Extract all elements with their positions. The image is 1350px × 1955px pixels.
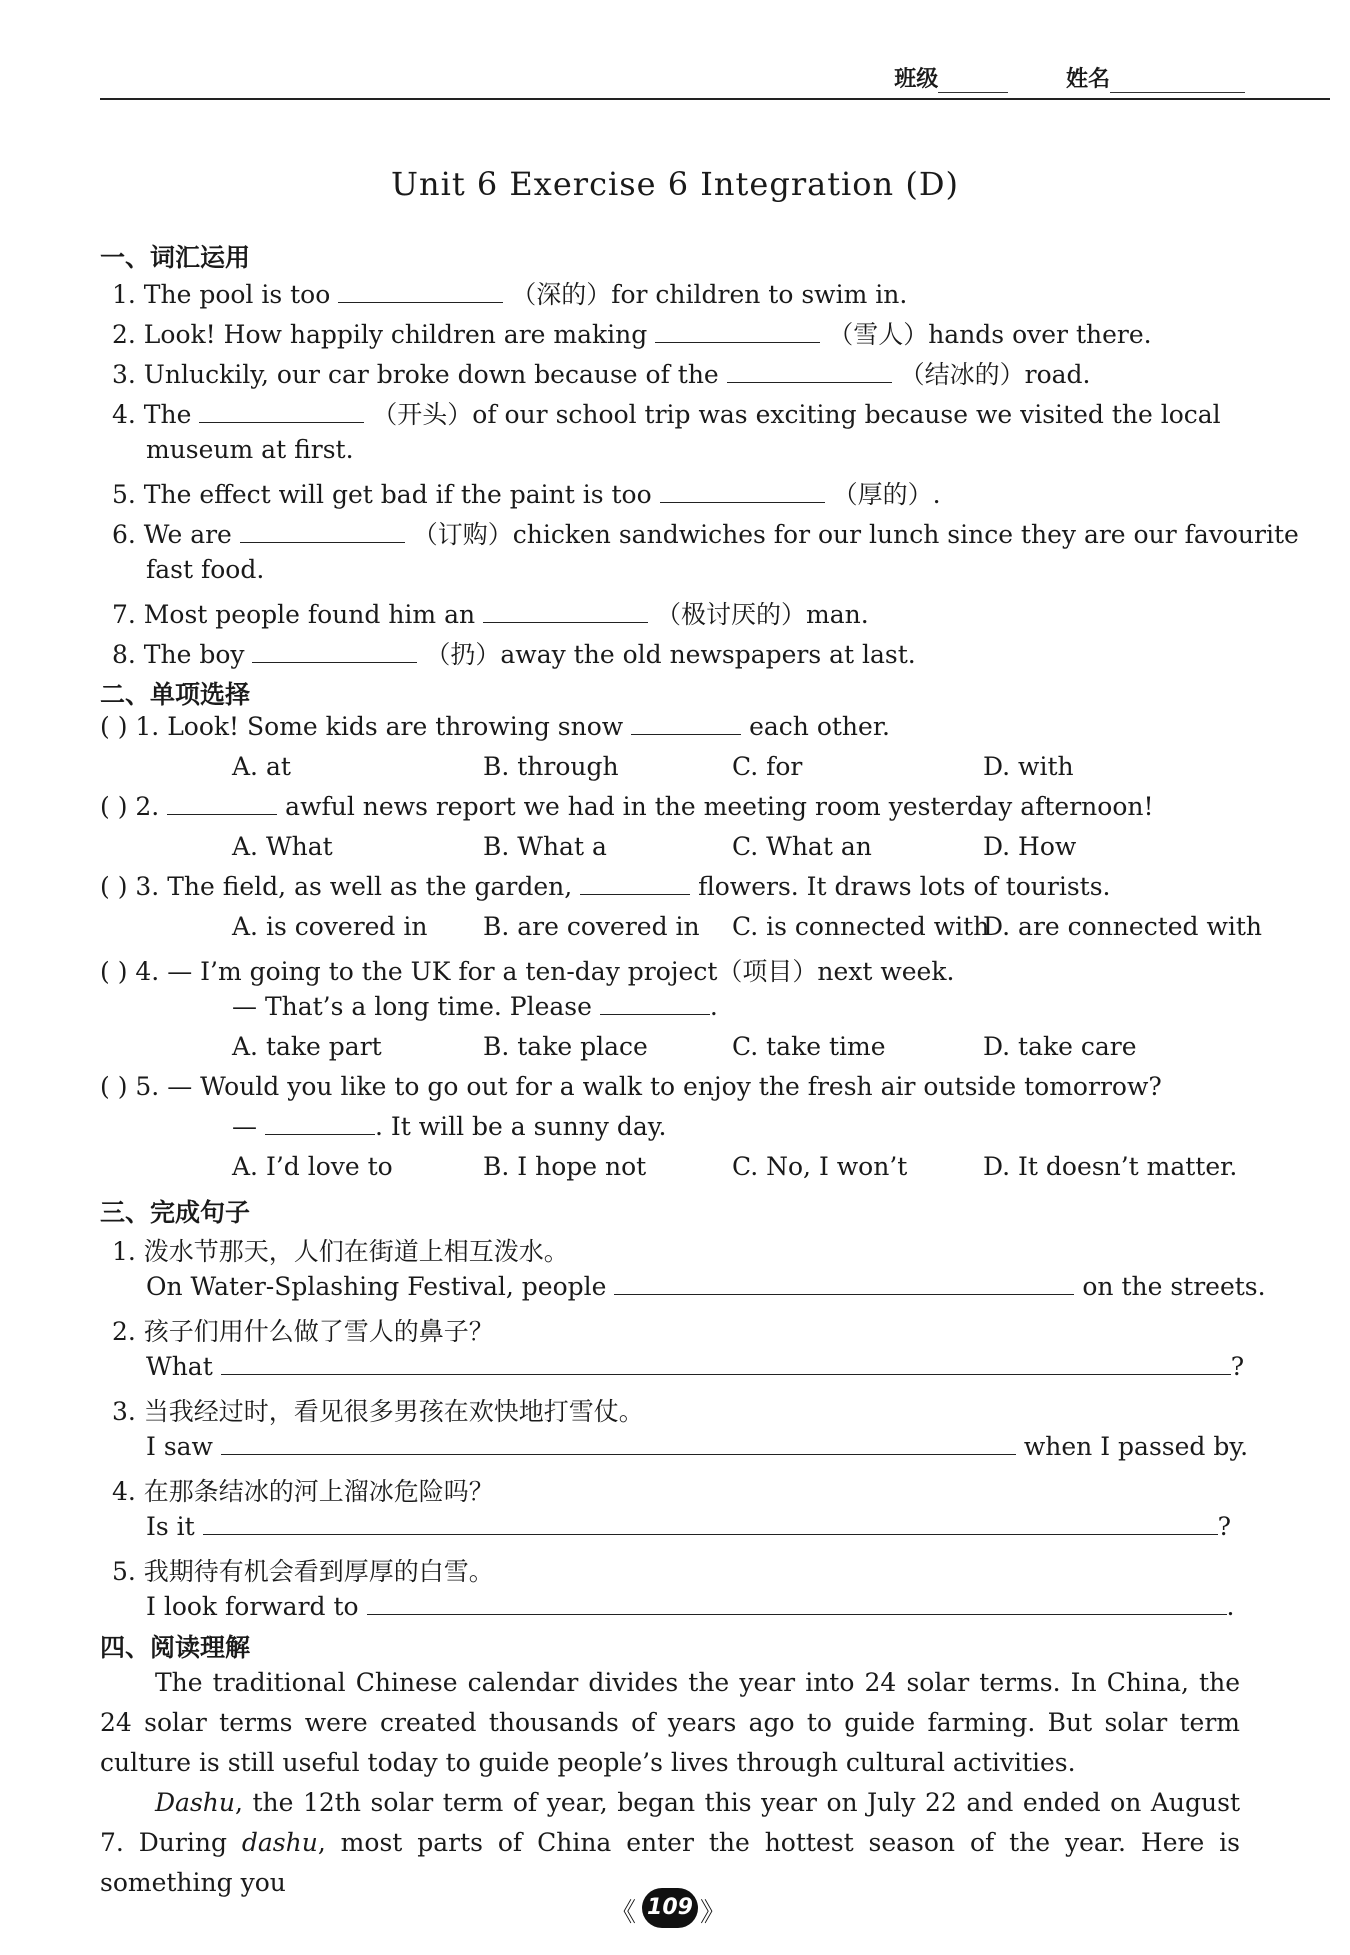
- chevron-left-icon: 《: [610, 1898, 637, 1928]
- vocab-item-4: [112, 395, 1221, 431]
- sentence-start: On Water-Splashing Festival, people: [146, 1272, 607, 1301]
- answer-blank[interactable]: [655, 322, 820, 343]
- option-b[interactable]: B. What a: [483, 832, 607, 861]
- option-c[interactable]: C. take time: [732, 1032, 886, 1061]
- option-a[interactable]: A. take part: [232, 1032, 382, 1061]
- item-hint: （订购）chicken sandwiches for our lunch since they are our favourite: [412, 520, 1299, 549]
- sentence-start: I look forward to: [146, 1592, 359, 1621]
- vocab-item-6: [112, 515, 1299, 551]
- chevron-right-icon: 》: [700, 1898, 727, 1928]
- name-field[interactable]: [1110, 68, 1245, 93]
- item-hint: （扔）away the old newspapers at last.: [425, 640, 916, 669]
- paragraph-text-2: , most parts of China enter the hottest season of the year. Here is something you: [100, 1828, 1240, 1897]
- answer-blank[interactable]: [265, 1114, 375, 1135]
- page-title: Unit 6 Exercise 6 Integration (D): [391, 165, 959, 203]
- class-label: 班级: [894, 67, 939, 92]
- item-hint: （结冰的）road.: [899, 360, 1091, 389]
- option-c[interactable]: C. for: [732, 752, 803, 781]
- item-hint: （厚的）.: [832, 480, 941, 509]
- class-field[interactable]: [938, 68, 1008, 93]
- translate-cn-5: 5. 我期待有机会看到厚厚的白雪。: [112, 1557, 494, 1586]
- question-text: ( ) 3. The field, as well as the garden,: [100, 872, 573, 901]
- header-rule: [100, 98, 1330, 100]
- option-c[interactable]: C. No, I won’t: [732, 1152, 908, 1181]
- sentence-start: Is it: [146, 1512, 195, 1541]
- sentence-end: ?: [1230, 1352, 1245, 1381]
- translate-cn-3: 3. 当我经过时，看见很多男孩在欢快地打雪仗。: [112, 1397, 644, 1426]
- item-text: 8. The boy: [112, 640, 245, 669]
- answer-blank[interactable]: [727, 362, 892, 383]
- section1-heading: 一、词汇运用: [100, 243, 251, 272]
- term-dashu: Dashu: [155, 1788, 235, 1817]
- translate-en-3: [146, 1432, 1248, 1461]
- option-b[interactable]: B. through: [483, 752, 619, 781]
- option-d[interactable]: D. It doesn’t matter.: [983, 1152, 1238, 1181]
- item-text: 4. The: [112, 400, 192, 429]
- translate-cn-1: 1. 泼水节那天，人们在街道上相互泼水。: [112, 1237, 569, 1266]
- item-text: 6. We are: [112, 520, 232, 549]
- option-a[interactable]: A. I’d love to: [232, 1152, 393, 1181]
- option-d[interactable]: D. are connected with: [983, 912, 1263, 941]
- term-dashu-2: dashu: [241, 1828, 318, 1857]
- question-text-post: awful news report we had in the meeting room yesterday afternoon!: [285, 792, 1154, 821]
- answer-blank[interactable]: [221, 1354, 1231, 1375]
- section2-heading: 二、单项选择: [100, 680, 251, 709]
- item-hint: （开头）of our school trip was exciting because we visited the local: [372, 400, 1221, 429]
- page-number: [610, 1888, 730, 1928]
- sentence-start: What: [146, 1352, 213, 1381]
- name-label: 姓名: [1065, 67, 1110, 92]
- reading-paragraph-1: The traditional Chinese calendar divides the year into 24 solar terms. In China, the 24 solar terms were created thousands of years ago to guide farming. But solar term culture is still useful today to guide people’s lives through cultural activities.: [100, 1668, 1240, 1777]
- vocab-item-3: [112, 355, 1091, 391]
- question-text: ( ) 1. Look! Some kids are throwing snow: [100, 712, 624, 741]
- answer-blank[interactable]: [483, 602, 648, 623]
- mc-question-5-line2: [232, 1112, 667, 1141]
- item-text: 5. The effect will get bad if the paint is too: [112, 480, 652, 509]
- option-a[interactable]: A. What: [232, 832, 333, 861]
- answer-blank[interactable]: [203, 1514, 1218, 1535]
- question-text-post: .: [709, 992, 718, 1021]
- sentence-end: when I passed by.: [1023, 1432, 1249, 1461]
- header-fields: [894, 62, 1245, 93]
- translate-cn-2: 2. 孩子们用什么做了雪人的鼻子？: [112, 1317, 494, 1346]
- item-text: 3. Unluckily, our car broke down because of the: [112, 360, 719, 389]
- page-number-badge: 109: [642, 1888, 698, 1928]
- option-d[interactable]: D. with: [983, 752, 1074, 781]
- question-text-post: flowers. It draws lots of tourists.: [698, 872, 1111, 901]
- item-text: 7. Most people found him an: [112, 600, 476, 629]
- answer-blank[interactable]: [167, 794, 277, 815]
- translate-en-5: [146, 1592, 1234, 1621]
- vocab-item-1: [112, 275, 907, 311]
- option-d[interactable]: D. How: [983, 832, 1077, 861]
- sentence-end: ?: [1217, 1512, 1232, 1541]
- answer-blank[interactable]: [660, 482, 825, 503]
- mc-question-5: ( ) 5. — Would you like to go out for a walk to enjoy the fresh air outside tomorrow?: [100, 1072, 1162, 1101]
- question-text-post: . It will be a sunny day.: [374, 1112, 667, 1141]
- answer-blank[interactable]: [600, 994, 710, 1015]
- translate-en-2: [146, 1352, 1244, 1381]
- item-text: 2. Look! How happily children are making: [112, 320, 648, 349]
- sentence-start: I saw: [146, 1432, 213, 1461]
- reading-paragraph-2: [100, 1783, 1240, 1903]
- answer-blank[interactable]: [252, 642, 417, 663]
- translate-cn-4: 4. 在那条结冰的河上溜冰危险吗？: [112, 1477, 494, 1506]
- vocab-item-4-cont: museum at first.: [146, 435, 354, 464]
- question-text: ( ) 2.: [100, 792, 160, 821]
- translate-en-4: [146, 1512, 1231, 1541]
- vocab-item-6-cont: fast food.: [146, 555, 265, 584]
- translate-en-1: [146, 1272, 1266, 1301]
- option-c[interactable]: C. What an: [732, 832, 872, 861]
- answer-blank[interactable]: [614, 1274, 1074, 1295]
- vocab-item-2: [112, 315, 1152, 351]
- item-hint: （雪人）hands over there.: [828, 320, 1152, 349]
- sentence-end: .: [1226, 1592, 1235, 1621]
- answer-blank[interactable]: [580, 874, 690, 895]
- option-d[interactable]: D. take care: [983, 1032, 1137, 1061]
- mc-question-3: [100, 872, 1111, 901]
- option-a[interactable]: A. at: [232, 752, 291, 781]
- mc-question-4: ( ) 4. — I’m going to the UK for a ten-day project（项目）next week.: [100, 957, 955, 986]
- item-text: 1. The pool is too: [112, 280, 331, 309]
- option-b[interactable]: B. I hope not: [483, 1152, 647, 1181]
- answer-blank[interactable]: [367, 1594, 1227, 1615]
- sentence-end: on the streets.: [1082, 1272, 1266, 1301]
- mc-question-2: [100, 792, 1154, 821]
- question-text-post: each other.: [749, 712, 890, 741]
- answer-blank[interactable]: [240, 522, 405, 543]
- paragraph-text: , the 12th solar term of year, began this year on July 22 and ended on August 7. During: [100, 1788, 1240, 1857]
- section3-heading: 三、完成句子: [100, 1198, 251, 1227]
- mc-question-1: [100, 712, 890, 741]
- answer-blank[interactable]: [338, 282, 503, 303]
- item-hint: （极讨厌的）man.: [655, 600, 869, 629]
- question-text: —: [232, 1112, 257, 1141]
- vocab-item-5: [112, 475, 941, 511]
- answer-blank[interactable]: [199, 402, 364, 423]
- vocab-item-8: [112, 635, 916, 671]
- section4-heading: 四、阅读理解: [100, 1633, 251, 1662]
- question-text: — That’s a long time. Please: [232, 992, 592, 1021]
- option-c[interactable]: C. is connected with: [732, 912, 990, 941]
- mc-question-4-line2: [232, 992, 718, 1021]
- option-b[interactable]: B. are covered in: [483, 912, 700, 941]
- answer-blank[interactable]: [631, 714, 741, 735]
- option-b[interactable]: B. take place: [483, 1032, 648, 1061]
- item-hint: （深的）for children to swim in.: [511, 280, 908, 309]
- option-a[interactable]: A. is covered in: [232, 912, 428, 941]
- answer-blank[interactable]: [221, 1434, 1016, 1455]
- vocab-item-7: [112, 595, 869, 631]
